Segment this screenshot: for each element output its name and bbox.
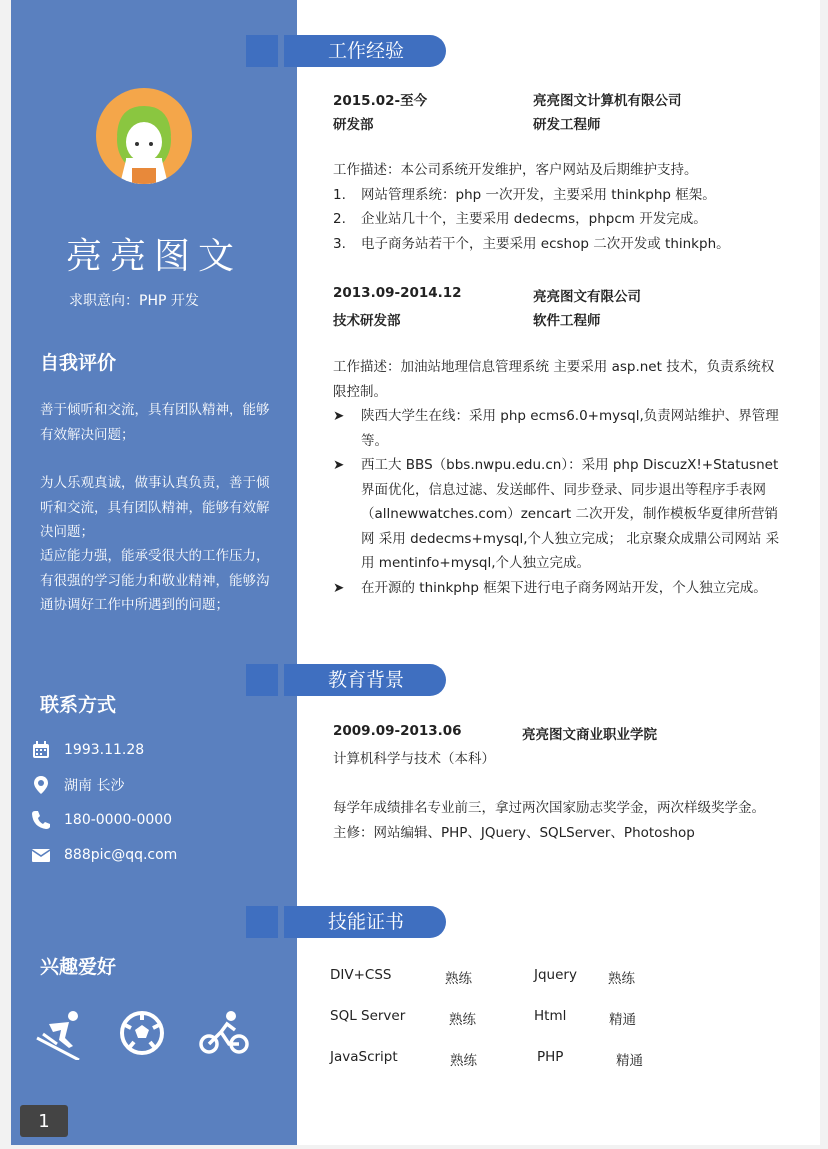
phone-icon (31, 810, 51, 830)
skill-level: 熟练 (608, 971, 635, 987)
edu-honors: 每学年成绩排名专业前三，拿过两次国家励志奖学金，两次样级奖学金。 (333, 800, 765, 816)
skill-name: JavaScript (330, 1049, 398, 1065)
soccer-ball-icon (119, 1010, 165, 1056)
job2-desc-text: 工作描述：加油站地理信息管理系统 主要采用 asp.net 技术，负责系统权限控制。 (333, 359, 775, 400)
cycling-icon (199, 1010, 249, 1056)
contact-phone (31, 808, 172, 832)
self-eval-heading: 自我评价 (40, 352, 117, 374)
job2-period: 2013.09-2014.12 (333, 285, 462, 301)
edu-major: 计算机科学与技术（本科） (333, 751, 495, 767)
calendar-icon (31, 740, 51, 760)
edu-school: 亮亮图文商业职业学院 (522, 727, 657, 743)
edu-period: 2009.09-2013.06 (333, 723, 462, 739)
page-number: 1 (20, 1105, 68, 1137)
skill-name: DIV+CSS (330, 967, 392, 983)
candidate-name: 亮亮图文 (65, 236, 242, 277)
work-section-title: 工作经验 (284, 35, 446, 67)
list-item: 1. 网站管理系统：php 一次开发，主要采用 thinkphp 框架。 (333, 186, 716, 203)
job1-description (333, 158, 788, 256)
skill-name: Jquery (534, 967, 577, 983)
skill-name: Html (534, 1008, 567, 1024)
hobby-heading: 兴趣爱好 (40, 956, 117, 978)
avatar (96, 88, 192, 184)
job1-dept: 研发部 (333, 117, 374, 133)
contact-email (31, 843, 177, 867)
list-item: 3. 电子商务站若干个，主要采用 ecshop 二次开发或 thinkph。 (333, 235, 730, 252)
job1-period: 2015.02-至今 (333, 93, 428, 109)
self-eval-paragraph-3: 适应能力强，能承受很大的工作压力，有很强的学习能力和敬业精神，能够沟通协调好工作中所遇到的问题； (40, 548, 270, 613)
location-text: 湖南 长沙 (64, 778, 125, 794)
job-intent: 求职意向：PHP 开发 (69, 293, 199, 309)
skill-name: PHP (537, 1049, 564, 1065)
contact-birth (31, 738, 144, 762)
skill-level: 熟练 (449, 1012, 476, 1028)
tab-square (246, 35, 278, 67)
email-address: 888pic@qq.com (64, 847, 178, 863)
job1-desc-text: 工作描述：本公司系统开发维护，客户网站及后期维护支持。 (333, 162, 698, 178)
skill-level: 精通 (616, 1053, 643, 1069)
skill-level: 精通 (609, 1012, 636, 1028)
sidebar (11, 0, 297, 1145)
skiing-icon (35, 1010, 85, 1060)
job2-role: 软件工程师 (533, 313, 601, 329)
education-section-title: 教育背景 (284, 664, 446, 696)
list-item: ➤ 在开源的 thinkphp 框架下进行电子商务网站开发，个人独立完成。 (333, 579, 767, 596)
contact-location (31, 773, 124, 797)
job1-company: 亮亮图文计算机有限公司 (533, 93, 682, 109)
mail-icon (31, 845, 51, 865)
job2-description (333, 355, 783, 600)
list-item: ➤ 陕西大学生在线：采用 php ecms6.0+mysql,负责网站维护、界管理等。 (333, 408, 779, 449)
list-item: ➤ 西工大 BBS（bbs.nwpu.edu.cn）：采用 php DiscuzX!+Statusnet 界面优化，信息过滤、发送邮件、同步登录、同步退出等程序手表网（allnewwatches.com）zencart 二次开发，制作模板华夏律所营销网 采用 dedecms+mysql,个人独立完成； 北京聚众成鼎公司网站 采用 mentinfo+mysql,个人独立完成。 (333, 457, 780, 571)
job2-company: 亮亮图文有限公司 (533, 289, 641, 305)
edu-courses: 主修：网站编辑、PHP、JQuery、SQLServer、Photoshop (333, 825, 695, 841)
job2-dept: 技术研发部 (333, 313, 401, 329)
skill-name: SQL Server (330, 1008, 406, 1024)
skill-level: 熟练 (445, 971, 472, 987)
skills-section-title: 技能证书 (284, 906, 446, 938)
job1-role: 研发工程师 (533, 117, 601, 133)
skill-level: 熟练 (450, 1053, 477, 1069)
phone-number: 180-0000-0000 (64, 812, 173, 828)
contact-heading: 联系方式 (40, 694, 117, 716)
self-eval-paragraph-1: 善于倾听和交流，具有团队精神，能够有效解决问题； (40, 402, 270, 443)
tab-square (246, 906, 278, 938)
tab-square (246, 664, 278, 696)
self-eval-paragraph-2: 为人乐观真诚，做事认真负责，善于倾听和交流，具有团队精神，能够有效解决问题； (40, 475, 270, 540)
birth-date: 1993.11.28 (64, 742, 145, 758)
list-item: 2. 企业站几十个，主要采用 dedecms，phpcm 开发完成。 (333, 211, 707, 227)
location-pin-icon (31, 775, 51, 795)
